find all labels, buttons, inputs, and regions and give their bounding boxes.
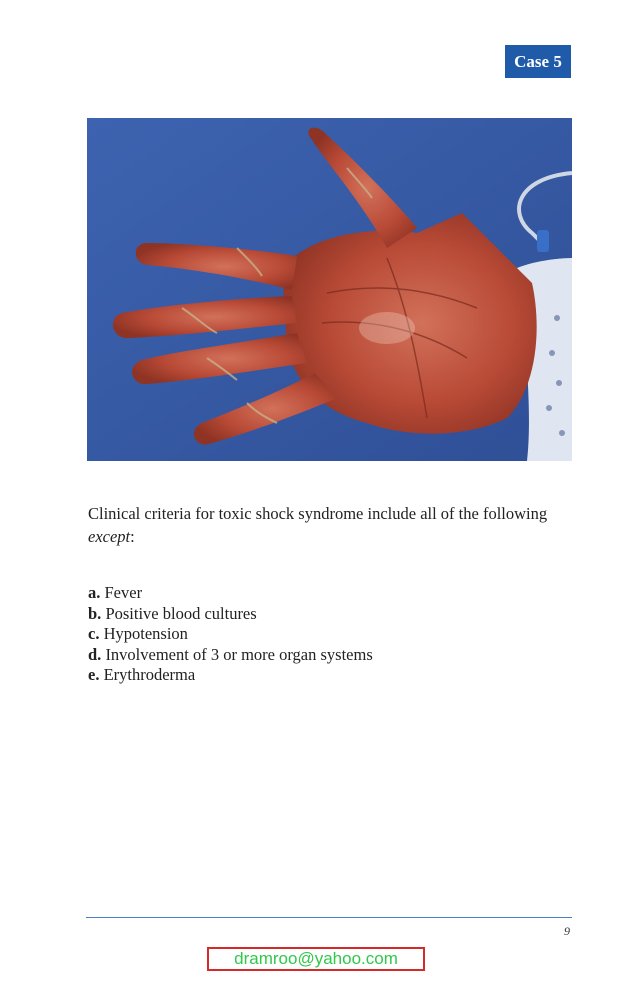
option-letter: b. — [88, 603, 102, 623]
email-text: dramroo@yahoo.com — [234, 949, 398, 968]
option-d — [88, 645, 558, 666]
email-stamp — [207, 947, 425, 971]
question-text: Clinical criteria for toxic shock syndrome include all of the following — [88, 504, 548, 523]
option-b — [88, 604, 558, 625]
clinical-photo — [87, 118, 572, 461]
option-text: Positive blood cultures — [105, 603, 257, 623]
question-end: : — [130, 527, 135, 546]
case-badge — [505, 45, 571, 78]
option-letter: e. — [88, 665, 100, 685]
page-number: 9 — [564, 924, 570, 938]
option-text: Hypotension — [103, 624, 188, 644]
question-stem — [88, 502, 558, 548]
answer-options — [88, 583, 558, 686]
option-letter: a. — [88, 583, 101, 602]
question-emphasis: except — [88, 527, 131, 546]
option-e — [88, 665, 558, 686]
option-letter: c. — [88, 624, 100, 644]
footer-divider — [86, 917, 572, 918]
option-text: Fever — [104, 583, 143, 602]
option-text: Erythroderma — [103, 665, 196, 685]
case-label: Case 5 — [514, 51, 562, 71]
option-c — [88, 624, 558, 645]
option-a — [88, 583, 558, 604]
option-letter: d. — [88, 644, 102, 664]
option-text: Involvement of 3 or more organ systems — [105, 644, 373, 664]
